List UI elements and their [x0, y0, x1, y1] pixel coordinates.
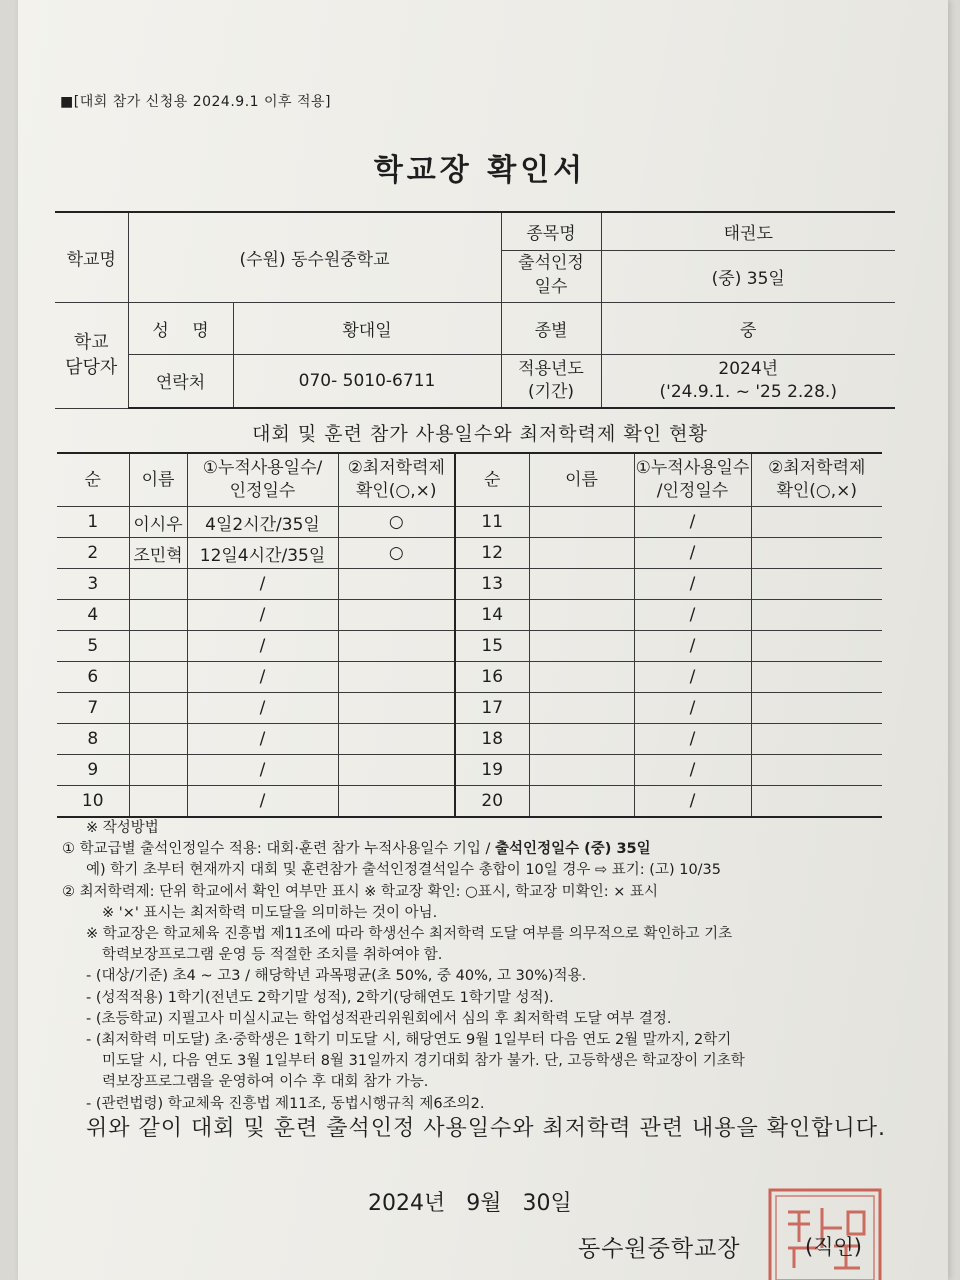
signer-name: 동수원중학교장	[578, 1236, 741, 1262]
row-days-2: /	[634, 662, 751, 693]
row-days: /	[187, 569, 338, 600]
row-days: 4일2시간/35일	[187, 507, 338, 538]
name-label: 성 명	[128, 302, 233, 354]
row-no: 4	[57, 600, 129, 631]
row-check-2	[751, 538, 882, 569]
row-no-2: 12	[455, 538, 529, 569]
row-name-2	[529, 693, 634, 724]
row-days-2: /	[634, 631, 751, 662]
row-no-2: 15	[455, 631, 529, 662]
row-name	[129, 631, 187, 662]
row-no: 6	[57, 662, 129, 693]
year-label: 적용년도 (기간)	[501, 354, 601, 408]
row-no: 1	[57, 507, 129, 538]
bullet-unmet-3: 력보장프로그램을 운영하여 이수 후 대회 참가 가능.	[102, 1074, 429, 1091]
row-check	[338, 662, 455, 693]
row-name-2	[529, 569, 634, 600]
info-table	[55, 211, 895, 409]
row-name: 조민혁	[129, 538, 187, 569]
row-check-2	[751, 693, 882, 724]
row-check	[338, 600, 455, 631]
row-name-2	[529, 507, 634, 538]
row-no: 8	[57, 724, 129, 755]
row-no-2: 13	[455, 569, 529, 600]
col-no-2: 순	[455, 453, 529, 507]
table-row	[57, 662, 882, 693]
row-name-2	[529, 600, 634, 631]
status-title: 대회 및 훈련 참가 사용일수와 최저학력제 확인 현황	[252, 423, 708, 445]
document-date: 2024년 9월 30일	[368, 1191, 572, 1216]
status-table	[57, 452, 882, 818]
row-check-2	[751, 724, 882, 755]
row-days: /	[187, 786, 338, 818]
row-no: 3	[57, 569, 129, 600]
row-check-2	[751, 600, 882, 631]
row-no-2: 16	[455, 662, 529, 693]
row-no-2: 14	[455, 600, 529, 631]
row-check-2	[751, 631, 882, 662]
bullet-unmet-2: 미도달 시, 다음 연도 3월 1일부터 8월 31일까지 경기대회 참가 불가. 단, 고등학생은 학교장이 기초학	[102, 1053, 745, 1070]
row-name-2	[529, 538, 634, 569]
row-check-2	[751, 786, 882, 818]
row-name	[129, 724, 187, 755]
row-days-2: /	[634, 693, 751, 724]
row-check-2	[751, 662, 882, 693]
row-name	[129, 569, 187, 600]
row-no-2: 19	[455, 755, 529, 786]
table-row	[57, 600, 882, 631]
sport-label: 종목명	[501, 212, 601, 250]
note-2: ② 최저학력제: 단위 학교에서 확인 여부만 표시 ※ 학교장 확인: ○표시, 학교장 미확인: × 표시	[62, 883, 658, 900]
row-days-2: /	[634, 507, 751, 538]
row-check	[338, 631, 455, 662]
row-no-2: 20	[455, 786, 529, 818]
note-1-text: ① 학교급별 출석인정일수 적용: 대회·훈련 참가 누적사용일수 기입 /	[62, 841, 496, 858]
manager-label: 학교 담당자	[55, 302, 128, 408]
school-value: (수원) 동수원중학교	[128, 212, 501, 302]
row-days: /	[187, 662, 338, 693]
row-check-2	[751, 507, 882, 538]
row-check-2	[751, 755, 882, 786]
row-days-2: /	[634, 724, 751, 755]
header-note: ■[대회 참가 신청용 2024.9.1 이후 적용]	[60, 94, 332, 110]
confirm-text: 위와 같이 대회 및 훈련 출석인정 사용일수와 최저학력 관련 내용을 확인합니다.	[86, 1116, 886, 1141]
col-days-2: ①누적사용일수 /인정일수	[634, 453, 751, 507]
table-row	[57, 507, 882, 538]
bullet-elementary: - (초등학교) 지필고사 미실시교는 학업성적관리위원회에서 심의 후 최저학력 도달 여부 결정.	[86, 1010, 672, 1027]
row-no: 2	[57, 538, 129, 569]
attendance-value: (중) 35일	[601, 250, 895, 302]
row-name-2	[529, 755, 634, 786]
status-header-row	[57, 453, 882, 507]
year-value: 2024년	[718, 358, 779, 379]
status-body	[57, 453, 882, 817]
row-days: /	[187, 600, 338, 631]
note-1	[62, 839, 912, 860]
row-name-2	[529, 786, 634, 818]
col-name: 이름	[129, 453, 187, 507]
attendance-label: 출석인정 일수	[501, 250, 601, 302]
note-1-example: 예) 학기 초부터 현재까지 대회 및 훈련참가 출석인정결석일수 총합이 10일 경우 ⇨ 표기: (고) 10/35	[86, 862, 722, 879]
level-label: 종별	[501, 302, 601, 354]
note-1-bold: 출석인정일수 (중) 35일	[495, 841, 651, 858]
note-2-principal-1: ※ 학교장은 학교체육 진흥법 제11조에 따라 학생선수 최저학력 도달 여부를 의무적으로 확인하고 기초	[86, 926, 733, 943]
row-check	[338, 755, 455, 786]
note-2-principal-2: 학력보장프로그램 운영 등 적절한 조치를 취하여야 함.	[102, 947, 443, 964]
row-days-2: /	[634, 755, 751, 786]
note-2-x: ※ '×' 표시는 최저학력 미도달을 의미하는 것이 아님.	[102, 904, 438, 921]
bullet-target: - (대상/기준) 초4 ~ 고3 / 해당학년 과목평균(초 50%, 중 40%, 고 30%)적용.	[86, 968, 587, 985]
level-value: 중	[601, 302, 895, 354]
contact-value: 070- 5010-6711	[233, 354, 501, 408]
school-label: 학교명	[55, 212, 128, 302]
row-check	[338, 724, 455, 755]
row-no: 7	[57, 693, 129, 724]
row-name-2	[529, 724, 634, 755]
row-name	[129, 786, 187, 818]
period-value: ('24.9.1. ~ '25 2.28.)	[659, 381, 837, 402]
row-no: 5	[57, 631, 129, 662]
col-no: 순	[57, 453, 129, 507]
row-no-2: 11	[455, 507, 529, 538]
table-row	[57, 724, 882, 755]
notes-section	[62, 818, 912, 1115]
col-name-2: 이름	[529, 453, 634, 507]
table-row	[57, 786, 882, 818]
row-check: ○	[338, 507, 455, 538]
bullet-law: - (관련법령) 학교체육 진흥법 제11조, 동법시행규칙 제6조의2.	[86, 1095, 485, 1112]
bullet-grades: - (성적적용) 1학기(전년도 2학기말 성적), 2학기(당해연도 1학기말 성적).	[86, 989, 554, 1006]
row-days: /	[187, 631, 338, 662]
row-check	[338, 786, 455, 818]
year-cell	[601, 354, 895, 408]
table-row	[57, 693, 882, 724]
bullet-unmet-1: - (최저학력 미도달) 초·중학생은 1학기 미도달 시, 해당연도 9월 1일부터 다음 연도 2월 말까지, 2학기	[86, 1032, 732, 1049]
row-no-2: 17	[455, 693, 529, 724]
sport-value: 태권도	[601, 212, 895, 250]
row-days: /	[187, 693, 338, 724]
row-check-2	[751, 569, 882, 600]
row-days-2: /	[634, 786, 751, 818]
row-no-2: 18	[455, 724, 529, 755]
col-days: ①누적사용일수/ 인정일수	[187, 453, 338, 507]
row-name	[129, 693, 187, 724]
row-check	[338, 569, 455, 600]
row-name-2	[529, 662, 634, 693]
name-value: 황대일	[233, 302, 501, 354]
row-days-2: /	[634, 600, 751, 631]
row-name	[129, 755, 187, 786]
table-row	[57, 538, 882, 569]
contact-label: 연락처	[128, 354, 233, 408]
row-days: /	[187, 724, 338, 755]
row-name	[129, 600, 187, 631]
notes-heading: ※ 작성방법	[86, 820, 159, 836]
col-check: ②최저학력제 확인(○,×)	[338, 453, 455, 507]
col-check-2: ②최저학력제 확인(○,×)	[751, 453, 882, 507]
document-title: 학교장 확인서	[373, 153, 587, 188]
row-name: 이시우	[129, 507, 187, 538]
row-no: 9	[57, 755, 129, 786]
row-days-2: /	[634, 538, 751, 569]
row-days-2: /	[634, 569, 751, 600]
row-check	[338, 693, 455, 724]
row-days: 12일4시간/35일	[187, 538, 338, 569]
row-no: 10	[57, 786, 129, 818]
table-row	[57, 631, 882, 662]
table-row	[57, 755, 882, 786]
row-name	[129, 662, 187, 693]
seal-label: (직인)	[805, 1235, 862, 1259]
row-check: ○	[338, 538, 455, 569]
table-row	[57, 569, 882, 600]
row-name-2	[529, 631, 634, 662]
row-days: /	[187, 755, 338, 786]
